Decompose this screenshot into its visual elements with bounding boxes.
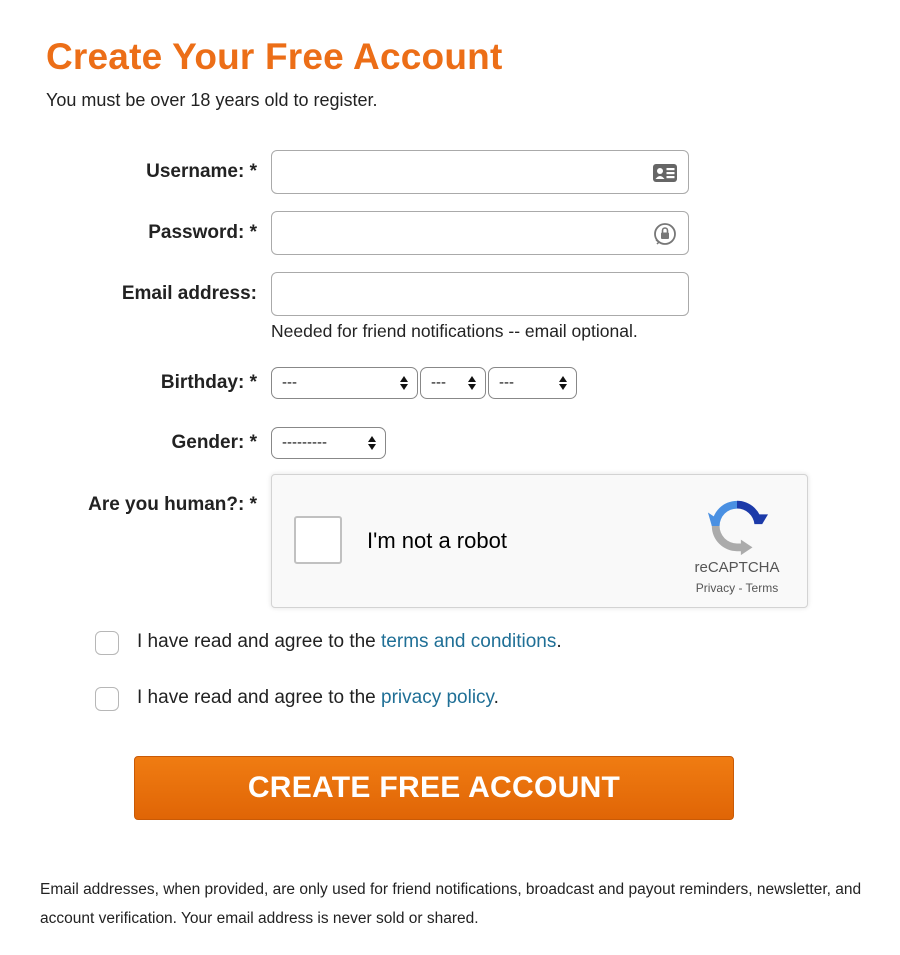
birthday-month-value: --- — [431, 374, 446, 391]
username-input[interactable] — [271, 150, 689, 194]
create-account-button[interactable]: CREATE FREE ACCOUNT — [134, 756, 734, 820]
select-arrows-icon — [399, 374, 409, 392]
select-arrows-icon — [367, 434, 377, 452]
page-subtitle: You must be over 18 years old to register. — [46, 90, 378, 110]
terms-agreement-text — [137, 631, 562, 653]
username-label: Username: * — [146, 161, 257, 182]
recaptcha-checkbox[interactable] — [294, 516, 342, 564]
privacy-agreement-prefix: I have read and agree to the — [137, 687, 382, 708]
footer-note: Email addresses, when provided, are only used for friend notifications, broadcast and payout reminders, newsletter, and account verification. Your email address is never sold or shared. — [40, 881, 862, 927]
birthday-day-select[interactable] — [488, 367, 577, 399]
human-label: Are you human?: * — [88, 494, 257, 515]
email-hint: Needed for friend notifications -- email optional. — [271, 321, 638, 341]
birthday-label: Birthday: * — [160, 372, 257, 393]
recaptcha-links[interactable]: Privacy - Terms — [695, 581, 779, 595]
password-lock-icon[interactable] — [652, 222, 678, 246]
gender-label: Gender: * — [171, 432, 257, 453]
terms-and-conditions-link[interactable]: terms and conditions — [381, 631, 557, 652]
select-arrows-icon — [467, 374, 477, 392]
gender-select[interactable] — [271, 427, 386, 459]
contact-card-icon[interactable] — [652, 161, 678, 185]
recaptcha-label: I'm not a robot — [367, 528, 507, 553]
password-label: Password: * — [148, 222, 257, 243]
birthday-day-value: --- — [499, 374, 514, 391]
password-input[interactable] — [271, 211, 689, 255]
birthday-year-select[interactable] — [271, 367, 418, 399]
birthday-month-select[interactable] — [420, 367, 486, 399]
gender-value: --------- — [282, 434, 327, 451]
recaptcha-logo-icon — [706, 495, 768, 557]
email-label: Email address: — [121, 283, 257, 304]
email-input[interactable] — [271, 272, 689, 316]
privacy-checkbox[interactable] — [95, 687, 119, 711]
privacy-policy-link[interactable]: privacy policy — [381, 687, 494, 708]
terms-agreement-suffix: . — [556, 631, 562, 652]
terms-agreement-prefix: I have read and agree to the — [137, 631, 382, 652]
privacy-agreement-suffix: . — [493, 687, 499, 708]
recaptcha-brand: reCAPTCHA — [694, 559, 780, 576]
select-arrows-icon — [558, 374, 568, 392]
page-title: Create Your Free Account — [46, 36, 503, 77]
terms-checkbox[interactable] — [95, 631, 119, 655]
privacy-agreement-text — [137, 687, 499, 709]
birthday-year-value: --- — [282, 374, 297, 391]
recaptcha-widget — [271, 474, 808, 608]
